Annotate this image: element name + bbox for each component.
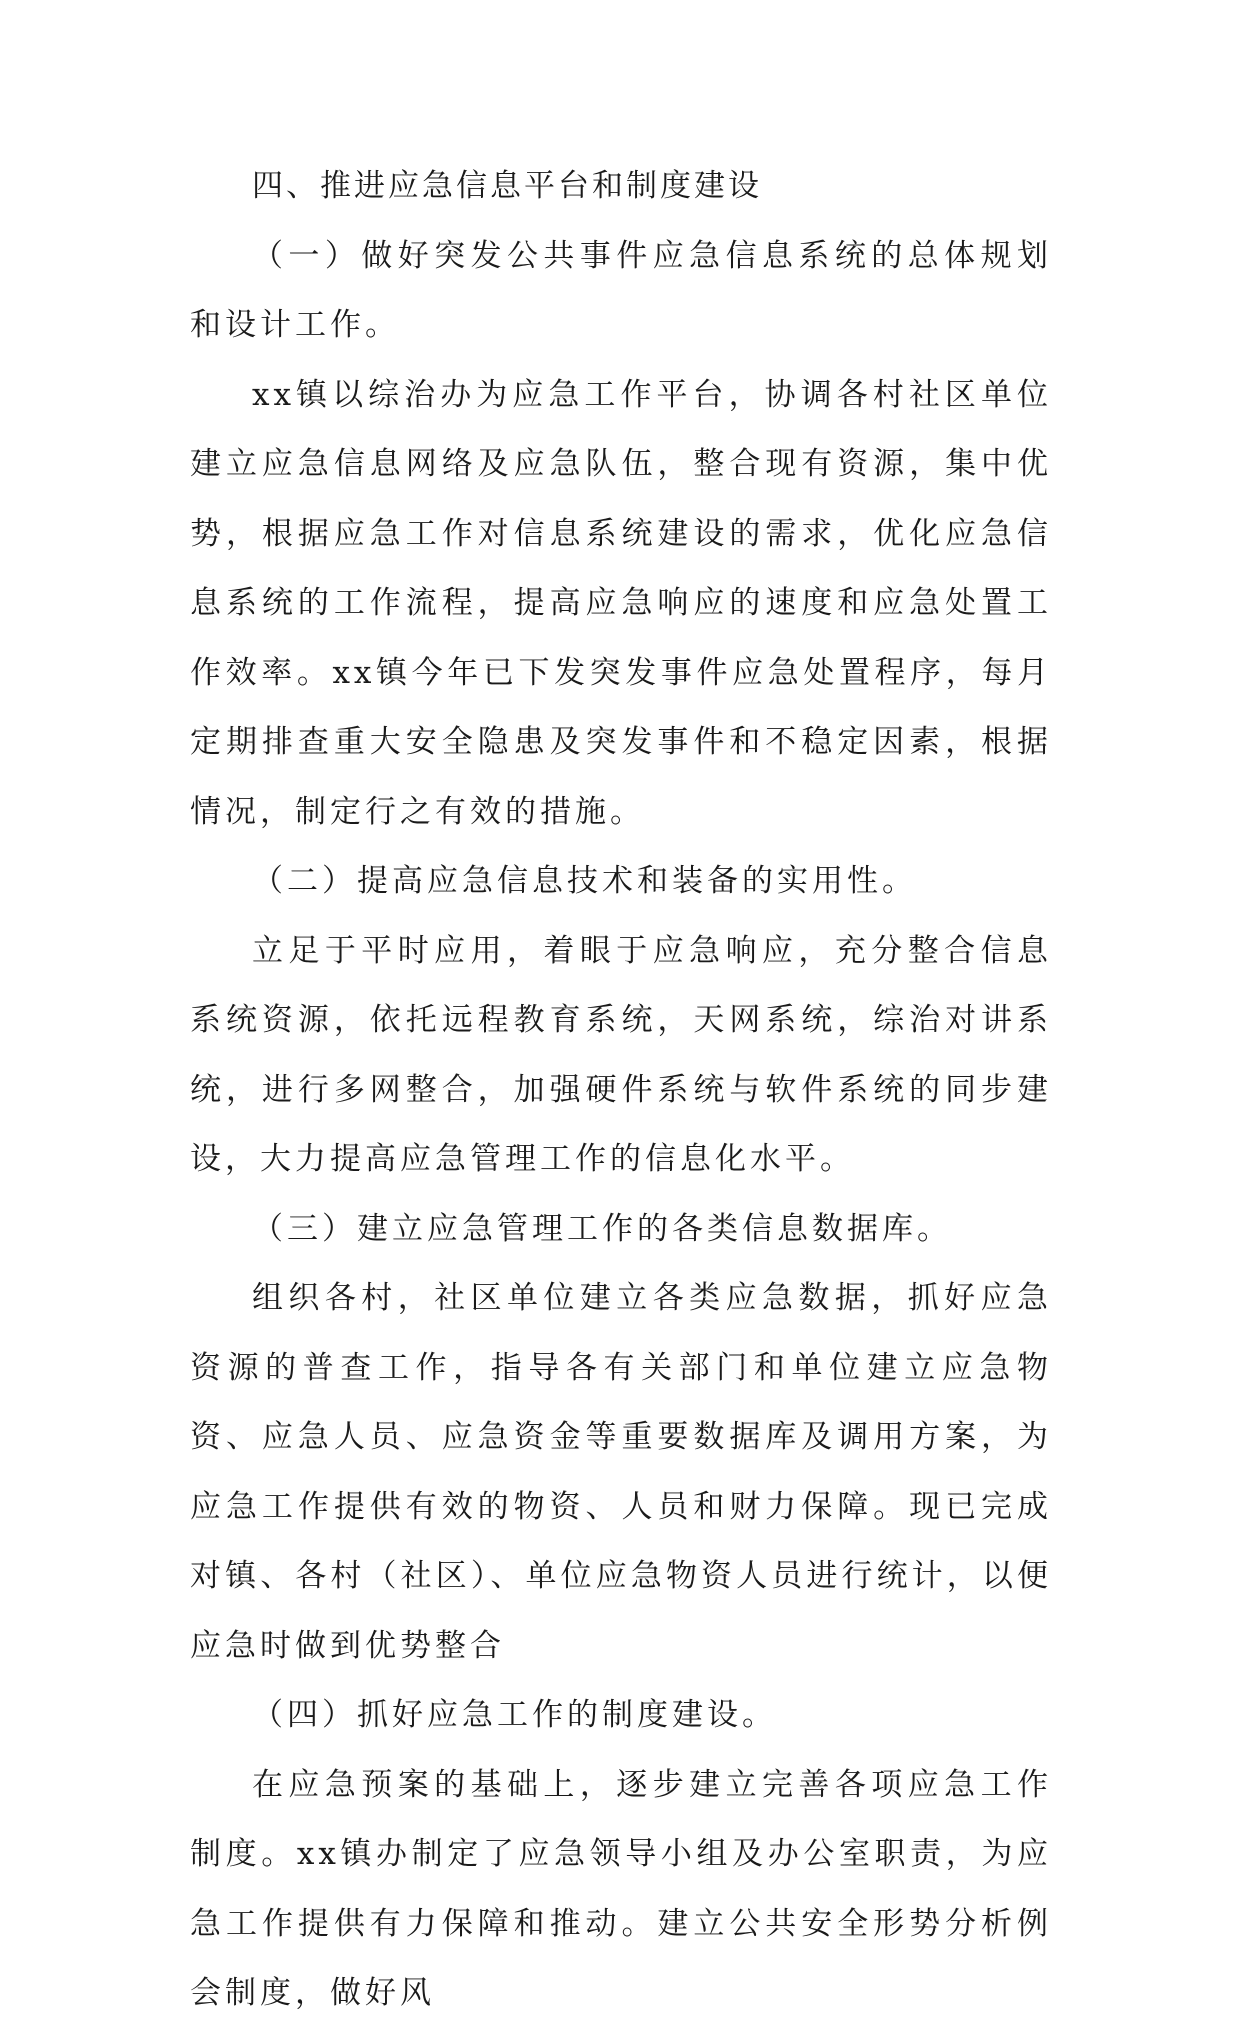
section-heading-4: 四、推进应急信息平台和制度建设	[252, 168, 762, 204]
paragraph-2: 立足于平时应用，着眼于应急响应，充分整合信息系统资源，依托远程教育系统，天网系统，综治对讲系统，进行多网整合，加强硬件系统与软件系统的同步建设，大力提高应急管理工作的信息化水平。	[190, 932, 1052, 1177]
paragraph-3: 组织各村，社区单位建立各类应急数据，抓好应急资源的普查工作，指导各有关部门和单位建立应急物资、应急人员、应急资金等重要数据库及调用方案，为应急工作提供有效的物资、人员和财力保障。现已完成对镇、各村（社区）、单位应急物资人员进行统计，以便应急时做到优势整合	[190, 1280, 1052, 1664]
subheading-4: （四）抓好应急工作的制度建设。	[252, 1697, 777, 1733]
paragraph-1: xx镇以综治办为应急工作平台，协调各村社区单位建立应急信息网络及应急队伍，整合现有资源，集中优势，根据应急工作对信息系统建设的需求，优化应急信息系统的工作流程，提高应急响应的速度和应急处置工作效率。xx镇今年已下发突发事件应急处置程序，每月定期排查重大安全隐患及突发事件和不稳定因素，根据情况，制定行之有效的措施。	[190, 376, 1052, 830]
subheading-3: （三）建立应急管理工作的各类信息数据库。	[252, 1210, 952, 1247]
paragraph-4: 在应急预案的基础上，逐步建立完善各项应急工作制度。xx镇办制定了应急领导小组及办公室职责，为应急工作提供有力保障和推动。建立公共安全形势分析例会制度，做好风	[190, 1766, 1052, 2011]
document-body	[190, 152, 1052, 2029]
subheading-1: （一）做好突发公共事件应急信息系统的总体规划和设计工作。	[190, 237, 1052, 343]
subheading-2: （二）提高应急信息技术和装备的实用性。	[252, 863, 917, 899]
